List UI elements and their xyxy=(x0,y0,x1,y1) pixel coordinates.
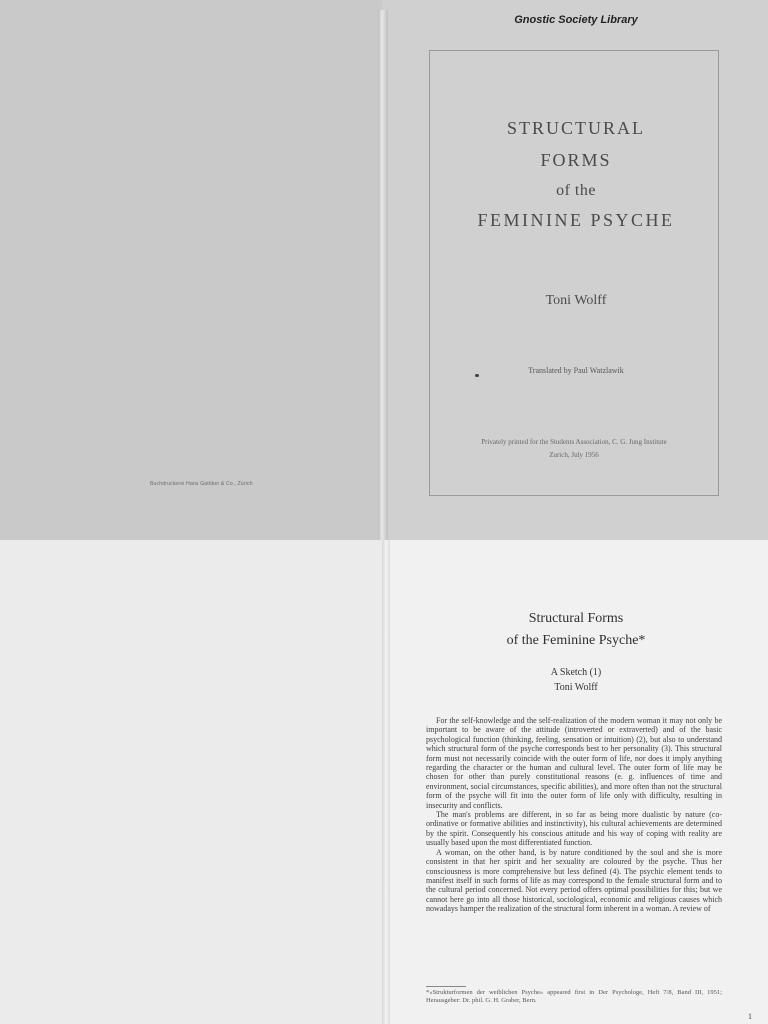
cover-spine xyxy=(378,10,388,540)
imprint-line: Privately printed for the Students Association, C. G. Jung Institute xyxy=(481,438,667,446)
back-cover xyxy=(0,0,382,540)
cover-translator: Translated by Paul Watzlawik xyxy=(528,366,624,375)
imprint-line: Zurich, July 1956 xyxy=(549,451,599,459)
cover-title-line: STRUCTURAL xyxy=(506,118,645,138)
footnote: *»Strukturformen der weiblichen Psyche« appeared first in Der Psychologe, Heft 7/8, Band III, 1951; Herausgeber: Dr. phil. G. H. Graber, Bern. xyxy=(426,989,722,1004)
page-number: 1 xyxy=(748,1012,752,1021)
article-title-line: Structural Forms xyxy=(528,611,624,626)
article-author: Toni Wolff xyxy=(554,682,598,693)
cover-title-line: of the xyxy=(556,182,596,199)
printer-note: Buchdruckerei Hans Gattiker & Co., Zürich xyxy=(150,481,253,487)
cover-title-line: FORMS xyxy=(540,150,612,170)
footnote-rule xyxy=(426,986,466,987)
body-paragraph: A woman, on the other hand, is by nature conditioned by the soul and she is more consistent in that her spirit and her sexuality are coloured by the psyche. Thus her consciousness is more comprehensive but less defined (4). The psychic element tends to manifest itself in such forms of life as may correspond to the female structural form and to the cultural period concerned. Not every period offers optimal possibilities for this; but we cannot here go into all those historical, sociological, economic and religious causes which nowadays hamper the realization of the structural form inherent in a woman. A review of xyxy=(426,847,722,914)
cover-imprint xyxy=(440,436,708,462)
cover-frame xyxy=(429,50,719,496)
article-subtitle: A Sketch (1) xyxy=(550,667,602,678)
article-title-line: of the Feminine Psyche* xyxy=(506,633,646,648)
cover-author: Toni Wolff xyxy=(545,293,607,308)
cover-title-line: FEMININE PSYCHE xyxy=(477,210,675,230)
body-paragraph: The man's problems are different, in so far as being more dualistic by nature (co-ordinative or formative abilities and instinctivity), his cultural achievements are determined by the spirit. Consequently his conscious attitude and his way of coping with reality are usually based upon the most differentiated function. xyxy=(426,810,722,848)
blank-page xyxy=(0,540,384,1024)
library-header: Gnostic Society Library xyxy=(514,14,638,26)
body-paragraph: For the self-knowledge and the self-realization of the modern woman it may not only be important to be aware of the attitude (introverted or extraverted) and of the basic psychological function (thinking, feeling, sensation or intuition) (2), but also to understand which structural form of the psyche corresponds best to her personality (3). This structural form must not necessarily coincide with the outer form of life, nor does it imply anything regarding the character or the human and cultural level. The outer form of life may be chosen for other than purely constitutional reasons (e. g. influences of time and environment, social circumstances, specific abilities), and more often than not the structural form of the psyche will fit into the outer form of life only with difficulty, resulting in insecurity and conflicts. xyxy=(426,716,722,810)
article-body xyxy=(426,716,722,914)
